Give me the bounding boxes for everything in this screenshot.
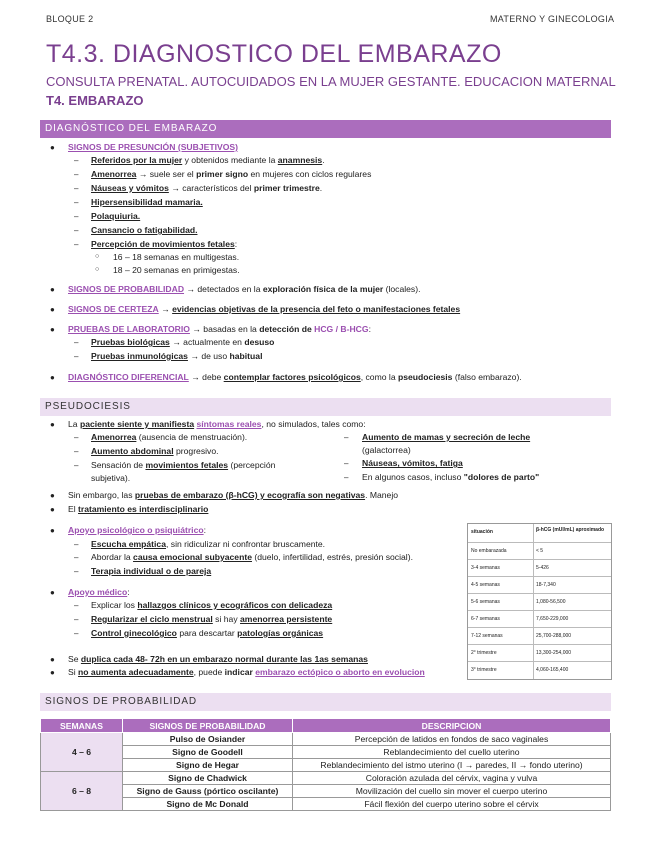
list-item: La paciente siente y manifiesta síntomas reales, no simulados, tales como: [68, 419, 366, 429]
sign-cell: Signo de Hegar [123, 759, 293, 772]
bullet-icon: ● [50, 588, 55, 597]
list-item: Explicar los hallazgos clínicos y ecográficos con delicadeza [91, 600, 333, 610]
table-header-row [41, 719, 611, 733]
column-header: SIGNOS DE PROBABILIDAD [123, 719, 293, 733]
column-header: SEMANAS [41, 719, 123, 733]
sign-cell: Signo de Goodell [123, 746, 293, 759]
list-item: Amenorrea (ausencia de menstruación). [91, 432, 248, 442]
list-item: SIGNOS DE PROBABILIDAD → detectados en la exploración física de la mujer (locales). [68, 284, 421, 294]
list-item: Polaquiuria. [91, 211, 141, 221]
table-row [41, 785, 611, 798]
list-item: 18 – 20 semanas en primigestas. [113, 265, 240, 275]
table-row [41, 746, 611, 759]
list-item: Terapia individual o de pareja [91, 566, 212, 576]
sign-cell: Pulso de Osiander [123, 733, 293, 746]
table-row [41, 772, 611, 785]
mini-cell: < 5 [536, 548, 544, 554]
list-item: Percepción de movimientos fetales: [91, 239, 238, 249]
header-subject-label: MATERNO Y GINECOLOGIA [490, 14, 615, 24]
sign-cell: Signo de Chadwick [123, 772, 293, 785]
bullet-icon: ● [50, 285, 55, 294]
dash-icon: – [74, 461, 79, 470]
list-item-continuation: (galactorrea) [362, 445, 411, 455]
bullet-icon: ● [50, 143, 55, 152]
section-header-pseudociesis: PSEUDOCIESIS [40, 398, 611, 416]
list-item: DIAGNÓSTICO DIFERENCIAL → debe contemplar factores psicológicos, como la pseudociesis (falso embarazo). [68, 372, 522, 382]
list-item: Hipersensibilidad mamaria. [91, 197, 203, 207]
list-item: Náuseas y vómitos → característicos del primer trimestre. [91, 183, 323, 193]
bullet-icon: ● [50, 325, 55, 334]
circle-icon: ○ [95, 266, 100, 273]
list-item: PRUEBAS DE LABORATORIO → basadas en la detección de HCG / B-HCG: [68, 324, 371, 334]
list-item: Referidos por la mujer y obtenidos mediante la anamnesis. [91, 155, 325, 165]
mini-cell: 4,060-165,400 [536, 667, 569, 673]
description-cell: Movilización del cuello sin mover el cuerpo uterino [293, 785, 611, 798]
list-item: Abordar la causa emocional subyacente (duelo, infertilidad, estrés, presión social). [91, 552, 413, 562]
dash-icon: – [74, 184, 79, 193]
bullet-icon: ● [50, 526, 55, 535]
list-item: Sensación de movimientos fetales (percepción [91, 460, 276, 470]
mini-cell: 2° trimestre [471, 650, 497, 656]
list-item: SIGNOS DE PRESUNCIÓN (SUBJETIVOS) [68, 142, 238, 152]
bullet-icon: ● [50, 505, 55, 514]
description-cell: Percepción de latidos en fondos de saco vaginales [293, 733, 611, 746]
list-item: Sin embargo, las pruebas de embarazo (β-hCG) y ecografía son negativas. Manejo [68, 490, 399, 500]
dash-icon: – [74, 601, 79, 610]
mini-cell: 6-7 semanas [471, 616, 500, 622]
mini-cell: No embarazada [471, 548, 507, 554]
mini-cell: 7,650-229,000 [536, 616, 569, 622]
list-item: Náuseas, vómitos, fatiga [362, 458, 463, 468]
table-row [41, 733, 611, 746]
mini-cell: 18-7,340 [536, 582, 556, 588]
unit-label: T4. EMBARAZO [46, 93, 144, 108]
dash-icon: – [344, 473, 349, 482]
mini-cell: 3-4 semanas [471, 565, 500, 571]
list-item: Control ginecológico para descartar patologías orgánicas [91, 628, 324, 638]
bullet-icon: ● [50, 655, 55, 664]
mini-cell: 3° trimestre [471, 667, 497, 673]
list-item: El tratamiento es interdisciplinario [68, 504, 209, 514]
bullet-icon: ● [50, 491, 55, 500]
dash-icon: – [74, 226, 79, 235]
hcg-reference-table [467, 523, 612, 680]
page-subtitle: CONSULTA PRENATAL. AUTOCUIDADOS EN LA MUJER GESTANTE. EDUCACION MATERNAL [46, 74, 616, 89]
list-item: Pruebas inmunológicas → de uso habitual [91, 351, 263, 361]
description-cell: Coloración azulada del cérvix, vagina y vulva [293, 772, 611, 785]
mini-cell: 1,080-56,500 [536, 599, 566, 605]
mini-cell: 4-5 semanas [471, 582, 500, 588]
list-item: Regularizar el ciclo menstrual si hay amenorrea persistente [91, 614, 333, 624]
list-item: Escucha empática, sin ridiculizar ni confrontar bruscamente. [91, 539, 326, 549]
description-cell: Reblandecimiento del cuello uterino [293, 746, 611, 759]
list-item: En algunos casos, incluso "dolores de parto" [362, 472, 540, 482]
mini-cell: 7-12 semanas [471, 633, 503, 639]
list-item: Pruebas biológicas → actualmente en desuso [91, 337, 275, 347]
dash-icon: – [74, 553, 79, 562]
dash-icon: – [74, 170, 79, 179]
section-header-signos: SIGNOS DE PROBABILIDAD [40, 693, 611, 711]
section-header-diagnostico: DIAGNÓSTICO DEL EMBARAZO [40, 120, 611, 138]
mini-header-hcg: β-hCG (mUI/mL) aproximado [536, 527, 605, 533]
mini-cell: 5-426 [536, 565, 549, 571]
list-item: 16 – 18 semanas en multigestas. [113, 252, 240, 262]
dash-icon: – [74, 338, 79, 347]
list-item: Apoyo psicológico o psiquiátrico: [68, 525, 206, 535]
mini-header-situacion: situación [471, 529, 493, 535]
weeks-cell: 4 – 6 [41, 733, 123, 772]
list-item: Cansancio o fatigabilidad. [91, 225, 198, 235]
table-row [41, 759, 611, 772]
list-item: Se duplica cada 48- 72h en un embarazo normal durante las 1as semanas [68, 654, 368, 664]
dash-icon: – [74, 447, 79, 456]
bullet-icon: ● [50, 668, 55, 677]
signos-table [40, 718, 611, 811]
mini-cell: 25,700-288,000 [536, 633, 572, 639]
sign-cell: Signo de Gauss (pórtico oscilante) [123, 785, 293, 798]
description-cell: Fácil flexión del cuerpo uterino sobre el cérvix [293, 798, 611, 811]
bullet-icon: ● [50, 373, 55, 382]
dash-icon: – [74, 567, 79, 576]
dash-icon: – [74, 540, 79, 549]
list-item: Apoyo médico: [68, 587, 130, 597]
mini-cell: 13,300-254,000 [536, 650, 572, 656]
dash-icon: – [344, 433, 349, 442]
dash-icon: – [74, 433, 79, 442]
list-item: Aumento abdominal progresivo. [91, 446, 219, 456]
dash-icon: – [344, 459, 349, 468]
dash-icon: – [74, 352, 79, 361]
list-item: SIGNOS DE CERTEZA → evidencias objetivas de la presencia del feto o manifestaciones fetales [68, 304, 461, 314]
mini-cell: 5-6 semanas [471, 599, 500, 605]
dash-icon: – [74, 629, 79, 638]
dash-icon: – [74, 156, 79, 165]
list-item: Aumento de mamas y secreción de leche [362, 432, 531, 442]
page-title: T4.3. DIAGNOSTICO DEL EMBARAZO [46, 40, 502, 68]
header-block-label: BLOQUE 2 [46, 14, 94, 24]
dash-icon: – [74, 198, 79, 207]
list-item: Amenorrea → suele ser el primer signo en mujeres con ciclos regulares [91, 169, 372, 179]
bullet-icon: ● [50, 305, 55, 314]
circle-icon: ○ [95, 253, 100, 260]
list-item: Si no aumenta adecuadamente, puede indicar embarazo ectópico o aborto en evolucion [68, 667, 425, 677]
bullet-icon: ● [50, 420, 55, 429]
sign-cell: Signo de Mc Donald [123, 798, 293, 811]
weeks-cell: 6 – 8 [41, 772, 123, 811]
column-header: DESCRIPCION [293, 719, 611, 733]
table-row [41, 798, 611, 811]
dash-icon: – [74, 615, 79, 624]
dash-icon: – [74, 212, 79, 221]
description-cell: Reblandecimiento del istmo uterino (I → paredes, II → fondo uterino) [293, 759, 611, 772]
dash-icon: – [74, 240, 79, 249]
list-item-continuation: subjetiva). [91, 473, 131, 483]
